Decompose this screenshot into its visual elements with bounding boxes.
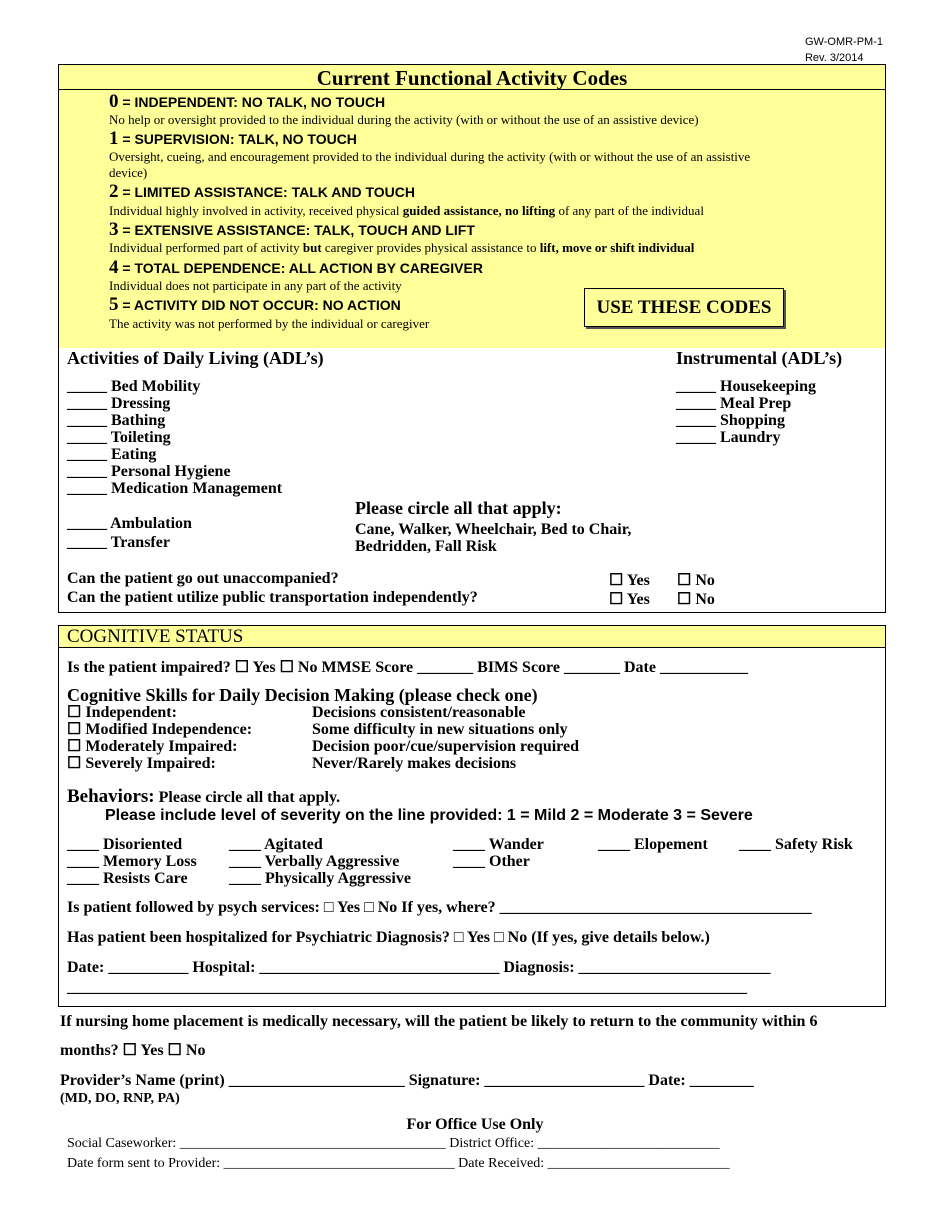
- iadl-item-label: Shopping: [720, 412, 785, 429]
- behavior-label: Agitated: [264, 836, 323, 853]
- adl-item-label: Bed Mobility: [111, 378, 201, 395]
- adl-blank: _____: [67, 515, 107, 532]
- code-3-heading: [109, 219, 475, 241]
- skill-description: Decisions consistent/reasonable: [312, 704, 526, 721]
- adl-item-label: Personal Hygiene: [111, 463, 231, 480]
- provider-credentials: (MD, DO, RNP, PA): [60, 1091, 180, 1106]
- adl-blank: _____: [67, 534, 107, 551]
- code-2-description: [109, 203, 704, 219]
- code-3-label: = EXTENSIVE ASSISTANCE: TALK, TOUCH AND LIFT: [118, 222, 475, 238]
- code-3-desc-c: caregiver provides physical assistance to: [321, 240, 540, 255]
- iadl-item[interactable]: [676, 378, 816, 395]
- code-2-desc-b: guided assistance, no lifting: [402, 203, 556, 218]
- iadl-item-label: Housekeeping: [720, 378, 817, 395]
- iadl-item[interactable]: [676, 395, 816, 412]
- iadl-title: Instrumental (ADL’s): [676, 348, 843, 368]
- skill-option[interactable]: ☐ Independent:: [67, 704, 177, 721]
- adl-blank: _____: [67, 446, 107, 463]
- behaviors-col1: [67, 836, 197, 887]
- behavior-item[interactable]: [453, 836, 544, 853]
- behavior-item[interactable]: [67, 870, 197, 887]
- code-5-description: The activity was not performed by the individual or caregiver: [109, 316, 430, 331]
- adl-ambulation[interactable]: [67, 515, 192, 533]
- iadl-item[interactable]: [676, 412, 816, 429]
- question-unaccompanied: Can the patient go out unaccompanied?: [67, 570, 339, 587]
- office-line-caseworker[interactable]: Social Caseworker: ______________________________________ District Office: __________________________: [67, 1136, 720, 1151]
- code-1-label: = SUPERVISION: TALK, NO TOUCH: [118, 131, 357, 147]
- adl-item-label: Toileting: [110, 429, 171, 446]
- code-1-heading: [109, 128, 357, 150]
- behavior-label: Wander: [488, 836, 544, 853]
- code-4-label: = TOTAL DEPENDENCE: ALL ACTION BY CAREGIVER: [118, 260, 483, 276]
- adl-item[interactable]: [67, 429, 282, 446]
- code-1-description: Oversight, cueing, and encouragement provided to the individual during the activity (with or without the use of an assistive: [109, 149, 751, 164]
- behavior-item[interactable]: [739, 836, 853, 854]
- iadl-list: [676, 378, 816, 446]
- behavior-item[interactable]: [67, 836, 197, 853]
- iadl-blank: _____: [676, 429, 716, 446]
- circle-options-line1[interactable]: Cane, Walker, Wheelchair, Bed to Chair,: [355, 521, 632, 538]
- behaviors-col3: [453, 836, 544, 870]
- adl-blank: _____: [67, 463, 107, 480]
- skills-title: Cognitive Skills for Daily Decision Making (please check one): [67, 685, 538, 705]
- behavior-item[interactable]: [229, 870, 411, 887]
- behavior-label: Safety Risk: [775, 836, 853, 853]
- circle-title: Please circle all that apply:: [355, 498, 562, 518]
- details-extra-line[interactable]: _____________________________________________________________________________________: [67, 979, 747, 996]
- code-1-number: 1: [109, 128, 119, 149]
- behavior-blank: ____: [739, 836, 771, 853]
- adl-item[interactable]: [67, 446, 282, 463]
- transport-no-checkbox[interactable]: ☐ No: [677, 591, 715, 608]
- adl-transfer[interactable]: [67, 534, 170, 552]
- code-5-number: 5: [109, 294, 119, 315]
- behavior-label: Elopement: [634, 836, 708, 853]
- adl-blank: _____: [67, 480, 107, 497]
- code-2-desc-c: of any part of the individual: [555, 203, 704, 218]
- skill-option[interactable]: ☐ Modified Independence:: [67, 721, 253, 738]
- behavior-blank: ____: [67, 836, 99, 853]
- skill-description: Decision poor/cue/supervision required: [312, 738, 579, 755]
- adl-blank: _____: [67, 378, 107, 395]
- form-number: GW-OMR-PM-1: [804, 36, 883, 48]
- behavior-label: Other: [489, 853, 530, 870]
- adl-item-label: Eating: [111, 446, 157, 463]
- adl-blank: _____: [67, 395, 107, 412]
- behavior-item[interactable]: [598, 836, 708, 854]
- skill-option[interactable]: ☐ Moderately Impaired:: [67, 738, 238, 755]
- code-4-heading: [109, 257, 483, 279]
- behavior-label: Resists Care: [103, 870, 188, 887]
- iadl-blank: _____: [676, 412, 716, 429]
- adl-item[interactable]: [67, 378, 282, 395]
- nursing-home-question: If nursing home placement is medically necessary, will the patient be likely to return to the community within 6: [60, 1013, 818, 1030]
- office-use-title: For Office Use Only: [406, 1116, 544, 1133]
- behavior-label: Disoriented: [103, 836, 183, 853]
- skills-labels: [67, 704, 252, 772]
- title-divider: [59, 89, 885, 90]
- severity-instructions: Please include level of severity on the line provided: 1 = Mild 2 = Moderate 3 = Severe: [105, 807, 753, 824]
- iadl-item-label: Laundry: [720, 429, 781, 446]
- cognitive-title: COGNITIVE STATUS: [67, 626, 244, 647]
- behavior-blank: ____: [229, 836, 261, 853]
- skill-description: Some difficulty in new situations only: [312, 721, 568, 738]
- adl-item-label: Bathing: [111, 412, 166, 429]
- form-id: [805, 34, 883, 66]
- iadl-blank: _____: [676, 378, 716, 395]
- iadl-item-label: Meal Prep: [720, 395, 792, 412]
- adl-item[interactable]: [67, 395, 282, 412]
- code-0-label: = INDEPENDENT: NO TALK, NO TOUCH: [118, 94, 386, 110]
- code-2-label: = LIMITED ASSISTANCE: TALK AND TOUCH: [118, 184, 415, 200]
- behaviors-col2: [229, 836, 411, 887]
- skill-description: Never/Rarely makes decisions: [312, 755, 517, 772]
- skill-option[interactable]: ☐ Severely Impaired:: [67, 755, 216, 772]
- adl-item[interactable]: [67, 463, 282, 480]
- adl-ambulation-label: Ambulation: [110, 515, 192, 532]
- code-3-desc-d: lift, move or shift individual: [539, 240, 695, 255]
- code-3-description: [109, 240, 694, 256]
- circle-options-line2[interactable]: Bedridden, Fall Risk: [355, 538, 497, 555]
- adl-blank: _____: [67, 429, 107, 446]
- behaviors-title: Behaviors:: [67, 786, 155, 807]
- adl-title: Activities of Daily Living (ADL’s): [67, 348, 324, 368]
- code-3-desc-b: but: [302, 240, 322, 255]
- behavior-label: Physically Aggressive: [265, 870, 411, 887]
- behavior-item[interactable]: [229, 836, 411, 853]
- office-line-date-sent[interactable]: Date form sent to Provider: _________________________________ Date Received: __________________________: [67, 1156, 730, 1171]
- code-3-desc-a: Individual performed part of activity: [109, 240, 303, 255]
- adl-item-label: Dressing: [111, 395, 171, 412]
- behavior-blank: ____: [67, 853, 99, 870]
- code-3-number: 3: [109, 219, 119, 240]
- behaviors-heading: [67, 786, 340, 808]
- behavior-label: Memory Loss: [103, 853, 197, 870]
- code-0-description: No help or oversight provided to the individual during the activity (with or without the use of an assistive device): [109, 112, 699, 127]
- impaired-question[interactable]: Is the patient impaired? ☐ Yes ☐ No MMSE Score _______ BIMS Score _______ Date ___________: [67, 659, 748, 676]
- code-4-number: 4: [109, 257, 119, 278]
- code-2-heading: [109, 181, 415, 203]
- code-2-desc-a: Individual highly involved in activity, received physical: [109, 203, 403, 218]
- iadl-blank: _____: [676, 395, 716, 412]
- code-5-heading: [109, 294, 401, 316]
- behaviors-subtitle: Please circle all that apply.: [158, 789, 341, 806]
- behavior-item[interactable]: [453, 853, 544, 870]
- adl-item[interactable]: [67, 480, 282, 497]
- adl-transfer-label: Transfer: [110, 534, 170, 551]
- behavior-blank: ____: [229, 870, 261, 887]
- adl-item[interactable]: [67, 412, 282, 429]
- iadl-item[interactable]: [676, 429, 816, 446]
- behavior-blank: ____: [453, 853, 485, 870]
- provider-signature-line[interactable]: Provider’s Name (print) ______________________ Signature: ____________________ Date: ________: [60, 1072, 754, 1089]
- behavior-blank: ____: [229, 853, 261, 870]
- behavior-blank: ____: [453, 836, 485, 853]
- behavior-blank: ____: [598, 836, 630, 853]
- behavior-label: Verbally Aggressive: [264, 853, 400, 870]
- unaccompanied-no-checkbox[interactable]: ☐ No: [677, 572, 715, 589]
- transport-yes-checkbox[interactable]: ☐ Yes: [609, 591, 650, 608]
- form-revision: Rev. 3/2014: [804, 52, 864, 64]
- psych-hospitalized-question[interactable]: Has patient been hospitalized for Psychiatric Diagnosis? □ Yes □ No (If yes, give details below.): [67, 929, 710, 946]
- code-0-number: 0: [109, 91, 119, 112]
- adl-blank: _____: [67, 412, 107, 429]
- code-1-description-cont: device): [109, 165, 148, 180]
- code-0-heading: [109, 91, 385, 113]
- unaccompanied-yes-checkbox[interactable]: ☐ Yes: [609, 572, 650, 589]
- code-2-number: 2: [109, 181, 119, 202]
- behavior-item[interactable]: [229, 853, 411, 870]
- behavior-blank: ____: [67, 870, 99, 887]
- hospitalization-details[interactable]: Date: __________ Hospital: ______________________________ Diagnosis: ________________________: [67, 959, 771, 976]
- psych-services-question[interactable]: Is patient followed by psych services: □ Yes □ No If yes, where? _______________________________________: [67, 899, 812, 916]
- code-4-description: Individual does not participate in any part of the activity: [109, 278, 402, 293]
- codes-title: Current Functional Activity Codes: [316, 66, 628, 90]
- use-these-codes-box: USE THESE CODES: [584, 288, 784, 327]
- nursing-home-answer[interactable]: months? ☐ Yes ☐ No: [60, 1042, 206, 1059]
- adl-list: [67, 378, 282, 497]
- adl-item-label: Medication Management: [111, 480, 283, 497]
- behavior-item[interactable]: [67, 853, 197, 870]
- code-5-label: = ACTIVITY DID NOT OCCUR: NO ACTION: [118, 297, 401, 313]
- question-public-transport: Can the patient utilize public transportation independently?: [67, 589, 478, 606]
- skills-descriptions: [312, 704, 579, 772]
